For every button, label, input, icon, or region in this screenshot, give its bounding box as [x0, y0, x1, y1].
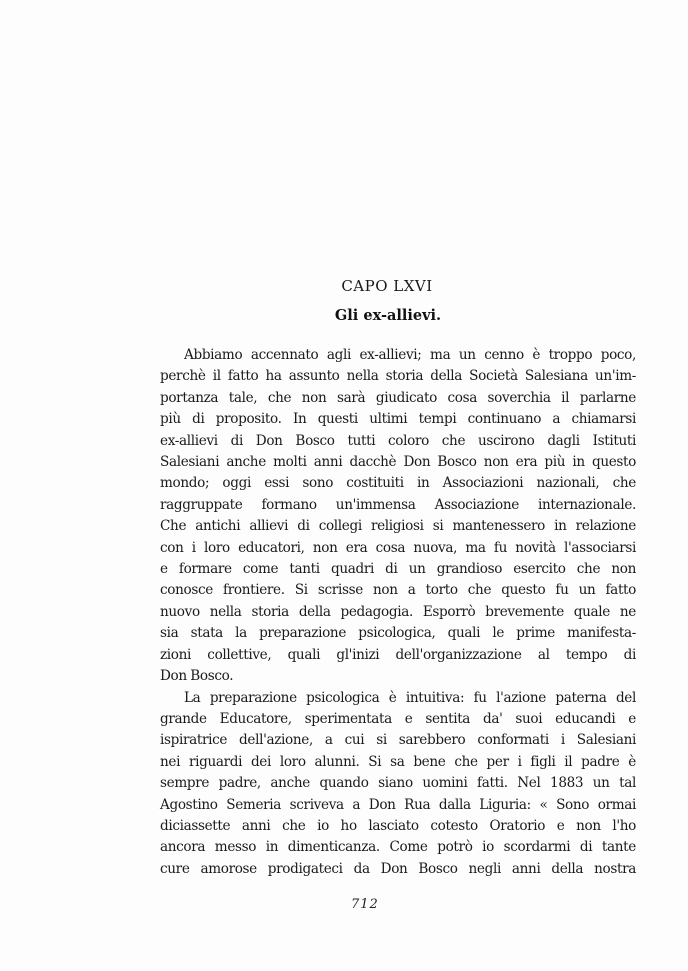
text-line: diciassette anni che io ho lasciato cotesto Oratorio e non l'ho: [160, 817, 636, 834]
text-line: raggruppate formano un'immensa Associazione internazionale.: [160, 496, 636, 513]
page-number: 712: [351, 897, 379, 913]
text-line: ex-allievi di Don Bosco tutti coloro che uscirono dagli Istituti: [160, 432, 636, 449]
text-line: grande Educatore, sperimentata e sentita da' suoi educandi e: [160, 710, 636, 727]
text-line: più di proposito. In questi ultimi tempi continuano a chiamarsi: [160, 411, 636, 428]
paragraph-2: [160, 688, 636, 881]
text-line: perchè il fatto ha assunto nella storia della Società Salesiana un'im-: [160, 368, 636, 385]
text-line: ancora messo in dimenticanza. Come potrò io scordarmi di tante: [160, 839, 636, 856]
text-line: sia stata la preparazione psicologica, quali le prime manifesta-: [160, 625, 636, 642]
text-line: cure amorose prodigateci da Don Bosco negli anni della nostra: [160, 860, 636, 877]
body-text: [160, 345, 636, 914]
text-line: ispiratrice dell'azione, a cui si sarebbero conformati i Salesiani: [160, 732, 636, 749]
text-line: e formare come tanti quadri di un grandioso esercito che non: [160, 561, 636, 578]
text-line: La preparazione psicologica è intuitiva: fu l'azione paterna del: [184, 689, 636, 706]
text-line: zioni collettive, quali gl'inizi dell'organizzazione al tempo di: [160, 646, 636, 663]
text-line: nuovo nella storia della pedagogia. Esporrò brevemente quale ne: [160, 603, 636, 620]
paragraph-1: [160, 345, 636, 688]
text-line: portanza tale, che non sarà giudicato cosa soverchia il parlarne: [160, 389, 636, 406]
text-line: Agostino Semeria scriveva a Don Rua dalla Liguria: « Sono ormai: [160, 796, 636, 813]
text-line: mondo; oggi essi sono costituiti in Associazioni nazionali, che: [160, 475, 636, 492]
text-line: Don Bosco.: [160, 668, 234, 685]
text-line: con i loro educatori, non era cosa nuova, ma fu novità l'associarsi: [160, 539, 636, 556]
text-line: Salesiani anche molti anni dacchè Don Bosco non era più in questo: [160, 454, 636, 471]
text-line: Abbiamo accennato agli ex-allievi; ma un cenno è troppo poco,: [184, 347, 636, 363]
chapter-title: Gli ex-allievi.: [334, 307, 442, 324]
chapter-number: CAPO LXVI: [341, 277, 433, 295]
text-line: nei riguardi dei loro alunni. Si sa bene che per i figli il padre è: [160, 753, 636, 770]
text-line: sempre padre, anche quando siano uomini fatti. Nel 1883 un tal: [160, 775, 636, 792]
text-line: Che antichi allievi di collegi religiosi si mantenessero in relazione: [160, 518, 636, 535]
text-line: conosce frontiere. Si scrisse non a torto che questo fu un fatto: [160, 582, 636, 599]
